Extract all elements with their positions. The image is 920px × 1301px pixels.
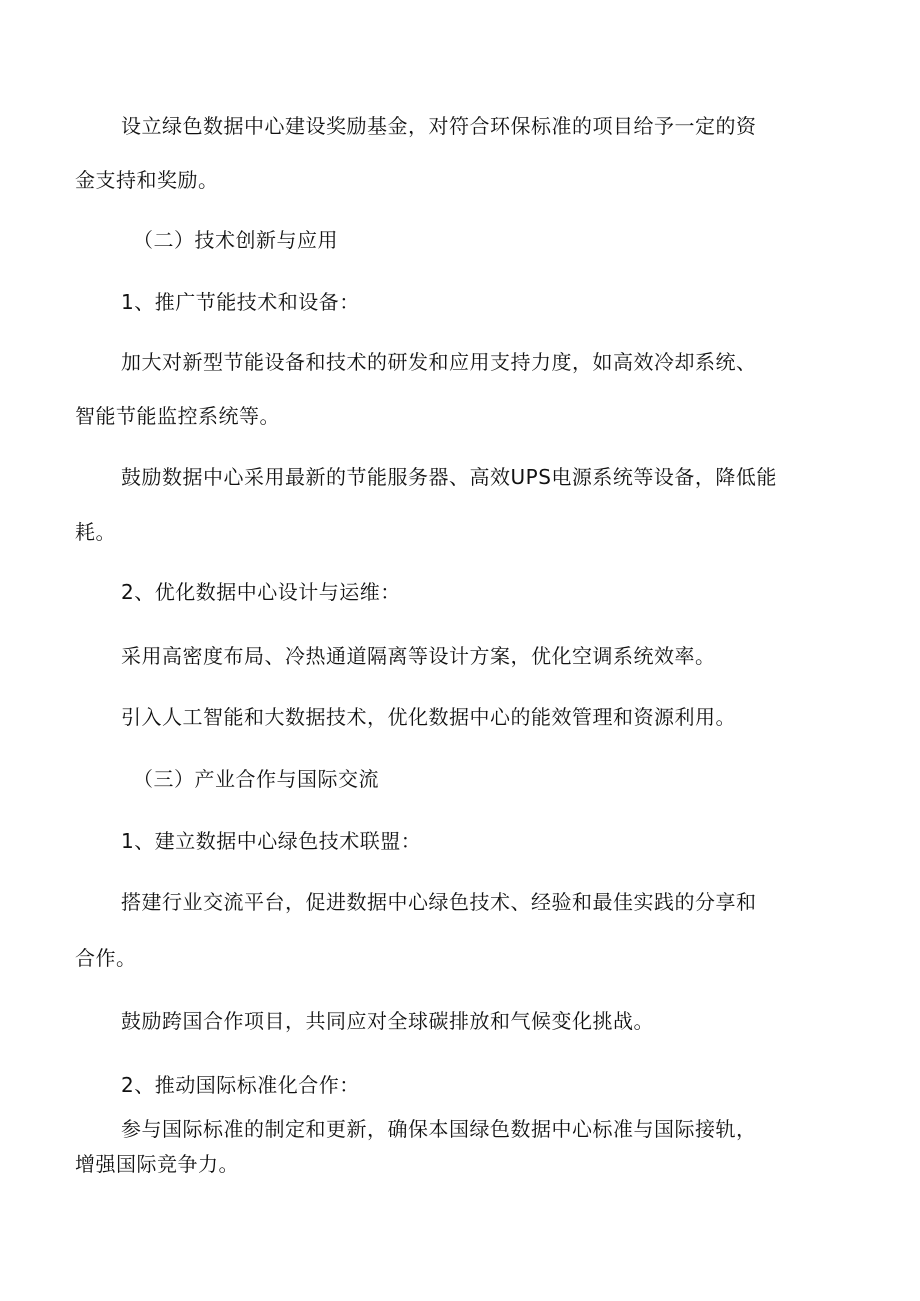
section-heading: （二）技术创新与应用 bbox=[133, 228, 338, 252]
paragraph-line: 引入人工智能和大数据技术，优化数据中心的能效管理和资源利用。 bbox=[121, 705, 736, 729]
subsection-heading: 1、推广节能技术和设备： bbox=[121, 290, 360, 314]
paragraph-line: 耗。 bbox=[75, 520, 116, 544]
paragraph-line: 参与国际标准的制定和更新，确保本国绿色数据中心标准与国际接轨， bbox=[121, 1117, 757, 1141]
subsection-heading: 1、建立数据中心绿色技术联盟： bbox=[121, 829, 422, 853]
paragraph-line: 加大对新型节能设备和技术的研发和应用支持力度，如高效冷却系统、 bbox=[121, 350, 757, 374]
paragraph-line: 鼓励数据中心采用最新的节能服务器、高效UPS电源系统等设备，降低能 bbox=[121, 465, 777, 489]
subsection-heading: 2、优化数据中心设计与运维： bbox=[121, 580, 401, 604]
paragraph-line: 设立绿色数据中心建设奖励基金，对符合环保标准的项目给予一定的资 bbox=[121, 114, 757, 138]
paragraph-line: 合作。 bbox=[75, 946, 137, 970]
paragraph-line: 搭建行业交流平台，促进数据中心绿色技术、经验和最佳实践的分享和 bbox=[121, 890, 757, 914]
paragraph-line: 金支持和奖励。 bbox=[75, 168, 219, 192]
paragraph-line: 智能节能监控系统等。 bbox=[75, 404, 280, 428]
paragraph-line: 增强国际竞争力。 bbox=[75, 1152, 239, 1176]
paragraph-line: 鼓励跨国合作项目，共同应对全球碳排放和气候变化挑战。 bbox=[121, 1009, 654, 1033]
section-heading: （三）产业合作与国际交流 bbox=[133, 767, 379, 791]
subsection-heading: 2、推动国际标准化合作： bbox=[121, 1073, 360, 1097]
paragraph-line: 采用高密度布局、冷热通道隔离等设计方案，优化空调系统效率。 bbox=[121, 644, 716, 668]
